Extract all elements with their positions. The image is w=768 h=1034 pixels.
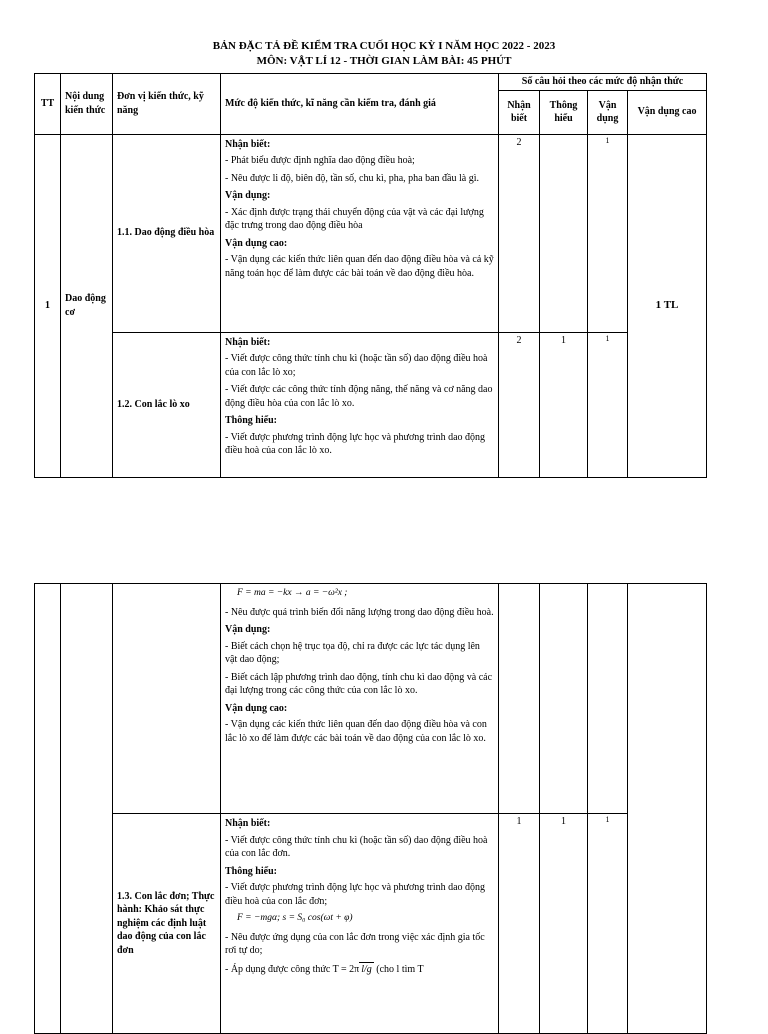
topic-name: Dao động cơ — [61, 134, 113, 477]
spec-table-page-1 — [34, 73, 707, 478]
unit-2-vd-2: - Biết cách lập phương trình dao động, tính chu kì dao động và các đại lượng trong các công thức của con lắc lò xo. — [225, 671, 493, 697]
level-label: Nhận biết: — [225, 138, 271, 150]
topic-tt: 1 — [35, 134, 61, 477]
level-label: Vận dụng: — [225, 624, 271, 636]
header-don-vi: Đơn vị kiến thức, kỹ năng — [113, 74, 221, 135]
level-label: Nhận biết: — [225, 336, 271, 348]
unit-2-count-nb: 2 — [499, 332, 540, 477]
unit-2-nb-1: - Viết được công thức tính chu kì (hoặc tần số) dao động điều hoà của con lắc lò xo; — [225, 353, 488, 378]
document-title: BẢN ĐẶC TẢ ĐỀ KIỂM TRA CUỐI HỌC KỲ I NĂM HỌC 2022 - 2023 — [212, 40, 556, 52]
unit-2-cont-vd — [588, 584, 628, 814]
header-van-dung-cao: Vận dụng cao — [628, 90, 707, 134]
unit-3-count-nb: 1 — [499, 814, 540, 1034]
unit-2-count-vd: 1 — [588, 332, 628, 477]
unit-3-th-3-prefix: - Áp dụng được công thức T = 2π — [225, 963, 360, 975]
level-label: Nhận biết: — [225, 818, 271, 829]
unit-3-count-vd: 1 — [588, 814, 628, 1034]
unit-2-vd-1: - Biết cách chọn hệ trục tọa độ, chỉ ra được các lực tác dụng lên vật dao động; — [225, 640, 480, 666]
topic-tt-continued — [35, 584, 61, 1034]
document-subtitle: MÔN: VẬT LÍ 12 - THỜI GIAN LÀM BÀI: 45 PHÚT — [256, 55, 512, 67]
level-label: Thông hiểu: — [225, 415, 277, 426]
unit-2-description-part-1 — [221, 332, 499, 477]
level-label: Vận dụng cao: — [225, 237, 288, 249]
unit-1-count-vd: 1 — [588, 134, 628, 332]
topic-vdc-continued — [628, 584, 707, 1034]
header-noi-dung: Nội dung kiến thức — [61, 74, 113, 135]
unit-3-count-th: 1 — [540, 814, 588, 1034]
unit-3-th-3 — [225, 962, 494, 977]
unit-3-description — [221, 814, 499, 1034]
unit-2-nb-2: - Viết được các công thức tính động năng, thế năng và cơ năng dao động điều hòa của con lắc lò xo. — [225, 384, 493, 409]
header-so-cau-hoi: Số câu hỏi theo các mức độ nhận thức — [499, 74, 707, 91]
unit-2-th-2: - Nêu được quá trình biến đổi năng lượng trong dao động điều hoà. — [225, 606, 494, 618]
header-van-dung: Vận dụng — [588, 90, 628, 134]
unit-1-nb-1: - Phát biểu được định nghĩa dao động điều hoà; — [225, 155, 415, 166]
unit-1-count-th — [540, 134, 588, 332]
unit-2-cont-th — [540, 584, 588, 814]
unit-3-name: 1.3. Con lắc đơn; Thực hành: Khảo sát thực nghiệm các định luật dao động của con lắc đơn — [113, 814, 221, 1034]
unit-2-vdc-1: - Vận dụng các kiến thức liên quan đến dao động điều hòa và con lắc lò xo để làm được các bài toán về dao động của con lắc lò xo. — [225, 719, 487, 744]
unit-3-th-1: - Viết được phương trình động lực học và phương trình dao động điều hoà của con lắc đơn; — [225, 882, 486, 907]
topic-name-continued — [61, 584, 113, 1034]
unit-1-vdc-1: - Vận dụng các kiến thức liên quan đến dao động điều hòa và cả kỹ năng toán học để làm được các bài toán về dao động điều hòa. — [225, 254, 494, 279]
unit-2-count-th: 1 — [540, 332, 588, 477]
unit-3-formula: F = −mgα; s = S₀ cos(ωt + φ) — [237, 913, 353, 923]
unit-1-name: 1.1. Dao động điều hòa — [113, 134, 221, 332]
header-muc-do: Mức độ kiến thức, kĩ năng cần kiểm tra, đánh giá — [221, 74, 499, 135]
unit-2-name-continued — [113, 584, 221, 814]
unit-1-description — [221, 134, 499, 332]
unit-2-th-1: - Viết được phương trình động lực học và phương trình dao động điều hoà của con lắc lò xo. — [225, 431, 486, 456]
topic-vdc-total: 1 TL — [628, 134, 707, 477]
unit-3-th-3-suffix: (cho l tìm T — [373, 963, 424, 975]
unit-1-count-nb: 2 — [499, 134, 540, 332]
header-tt: TT — [35, 74, 61, 135]
header-nhan-biet: Nhận biết — [499, 90, 540, 134]
unit-2-description-part-2 — [221, 584, 499, 814]
unit-2-formula: F = ma = −kx → a = −ω²x ; — [237, 588, 348, 598]
unit-2-cont-nb — [499, 584, 540, 814]
header-thong-hieu: Thông hiểu — [540, 90, 588, 134]
level-label: Vận dụng: — [225, 190, 271, 201]
unit-2-name: 1.2. Con lắc lò xo — [113, 332, 221, 477]
unit-1-nb-2: - Nêu được li độ, biên độ, tần số, chu kì, pha, pha ban đầu là gì. — [225, 172, 479, 184]
level-label: Vận dụng cao: — [225, 702, 288, 714]
unit-3-th-3-sqrt: l/g — [361, 963, 372, 975]
unit-3-th-2: - Nêu được ứng dụng của con lắc đơn trong việc xác định gia tốc rơi tự do; — [225, 931, 485, 957]
level-label: Thông hiểu: — [225, 865, 277, 877]
spec-table-page-2 — [34, 583, 707, 1034]
unit-3-nb-1: - Viết được công thức tính chu kì (hoặc tần số) dao động điều hoà của con lắc đơn. — [225, 834, 488, 859]
unit-1-vd-1: - Xác định được trạng thái chuyển động của vật và các đại lượng đặc trưng trong dao động điều hòa — [225, 206, 484, 231]
